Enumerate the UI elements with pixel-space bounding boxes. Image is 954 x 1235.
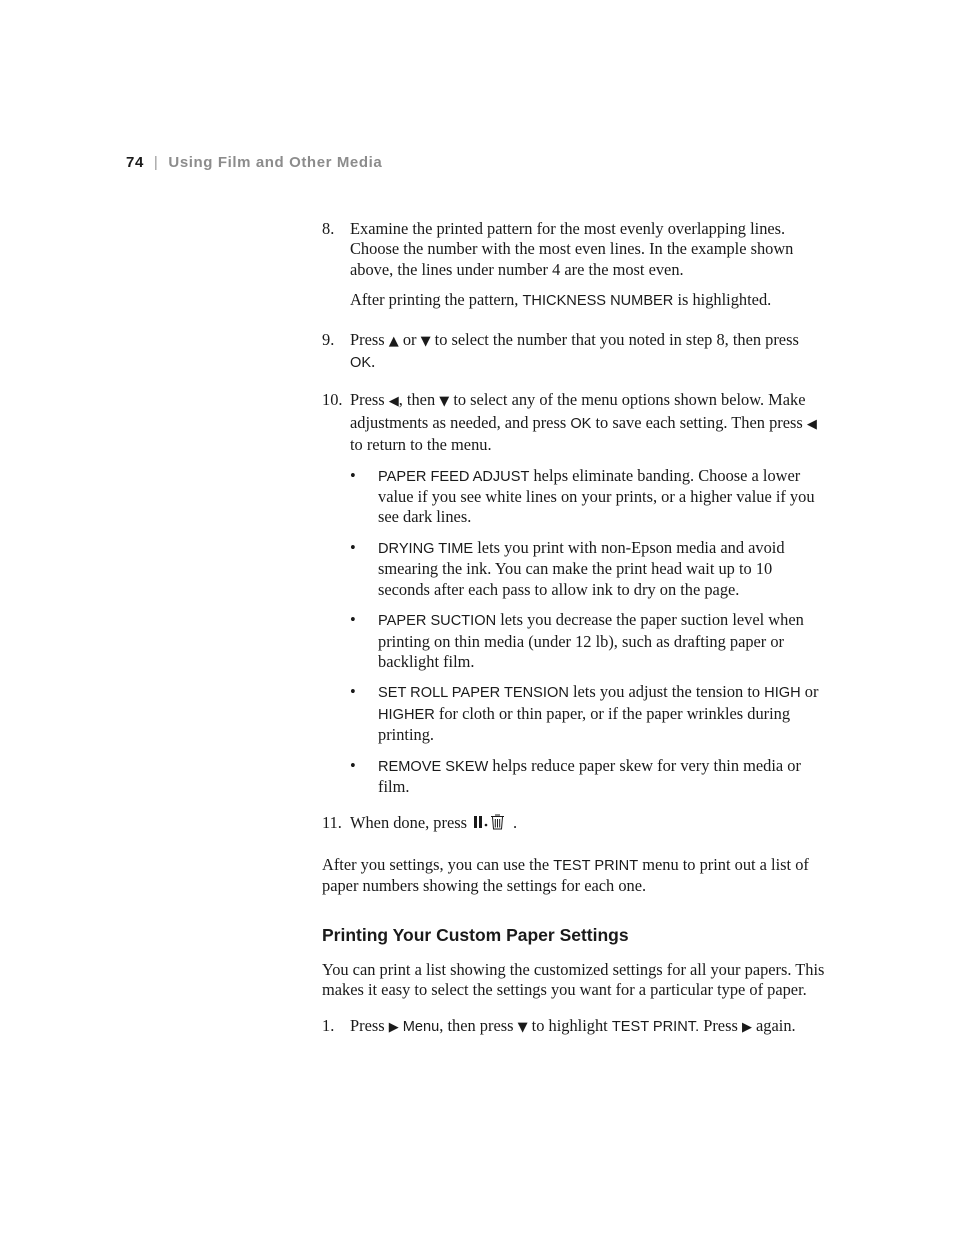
step-number: 8. — [322, 219, 335, 238]
step-number: 11. — [322, 813, 342, 833]
section-intro: You can print a list showing the customized settings for all your papers. This makes it easy to select the settings you want for a particular type of paper. — [322, 959, 825, 999]
bullet: • — [350, 682, 356, 702]
down-arrow-icon: ▼ — [420, 333, 431, 349]
step-1 — [322, 1016, 828, 1038]
menu-term: TEST PRINT. — [611, 1019, 700, 1036]
down-arrow-icon: ▼ — [439, 394, 450, 410]
section-title: Using Film and Other Media — [168, 154, 383, 171]
list-item: • REMOVE SKEW helps reduce paper skew for very thin media or film. — [350, 755, 801, 796]
left-arrow-icon: ◀ — [806, 416, 817, 432]
list-item: • SET ROLL PAPER TENSION lets you adjust the tension to HIGH or HIGHER for cloth or thin paper, or if the paper wrinkles during printing. — [350, 682, 819, 745]
up-arrow-icon: ▲ — [388, 333, 399, 349]
step-text: Examine the printed pattern for the most evenly overlapping lines. Choose the number with the most even lines. In the example shown above, the lines under number 4 are the most even. — [350, 219, 794, 279]
header-separator: | — [153, 154, 159, 171]
list-item: • PAPER FEED ADJUST helps eliminate banding. Choose a lower value if you see white lines on your prints, or a higher value if you see dark lines. — [350, 465, 815, 527]
menu-term: TEST PRINT — [553, 857, 639, 874]
option-term: DRYING TIME — [378, 540, 474, 557]
pause-reset-icon — [473, 813, 513, 836]
option-term: HIGHER — [378, 706, 435, 723]
menu-term: Menu — [398, 1019, 440, 1036]
step-text: Press ▶ Menu, then press ▼ to highlight TEST PRINT. Press ▶ again. — [350, 1016, 796, 1036]
option-term: REMOVE SKEW — [378, 758, 489, 775]
running-header — [126, 154, 382, 171]
bullet: • — [350, 755, 356, 775]
right-arrow-icon: ▶ — [388, 1020, 399, 1036]
option-term: PAPER SUCTION — [378, 613, 497, 630]
step-number: 9. — [322, 329, 335, 349]
step-11 — [322, 813, 828, 836]
step-text: Press ▲ or ▼ to select the number that you noted in step 8, then press OK. — [350, 329, 799, 372]
step-note: After printing the pattern, THICKNESS NUMBER is highlighted. — [350, 290, 772, 310]
ok-term: OK — [570, 415, 592, 432]
option-term: HIGH — [764, 685, 801, 702]
ok-term: OK — [350, 355, 372, 372]
page-content — [322, 219, 828, 1039]
step-text: Press ◀, then ▼ to select any of the menu options shown below. Make adjustments as needed, and press OK to save each setting. Then press ◀ to return to the menu. — [350, 390, 817, 455]
page-number: 74 — [126, 154, 144, 171]
option-term: SET ROLL PAPER TENSION — [378, 685, 569, 702]
step-number: 1. — [322, 1016, 335, 1036]
step-number: 10. — [322, 390, 343, 410]
list-item: • DRYING TIME lets you print with non-Epson media and avoid smearing the ink. You can make the print head wait up to 10 seconds after each pass to allow ink to dry on the page. — [350, 537, 785, 599]
step-9 — [322, 330, 828, 374]
down-arrow-icon: ▼ — [517, 1020, 528, 1036]
bullet: • — [350, 465, 356, 485]
list-item: • PAPER SUCTION lets you decrease the paper suction level when printing on thin media (under 12 lb), such as drafting paper or backlight film. — [350, 610, 804, 671]
section-heading: Printing Your Custom Paper Settings — [322, 924, 629, 945]
left-arrow-icon: ◀ — [388, 394, 399, 410]
after-paragraph: After you settings, you can use the TEST PRINT menu to print out a list of paper numbers showing the settings for each one. — [322, 854, 809, 896]
right-arrow-icon: ▶ — [741, 1020, 752, 1036]
step-text: When done, press . — [350, 813, 828, 836]
step-10 — [322, 390, 828, 797]
option-term: PAPER FEED ADJUST — [378, 468, 530, 485]
step-8 — [322, 219, 828, 312]
bullet: • — [350, 610, 356, 630]
bullet: • — [350, 537, 356, 557]
menu-term: THICKNESS NUMBER — [522, 293, 674, 310]
